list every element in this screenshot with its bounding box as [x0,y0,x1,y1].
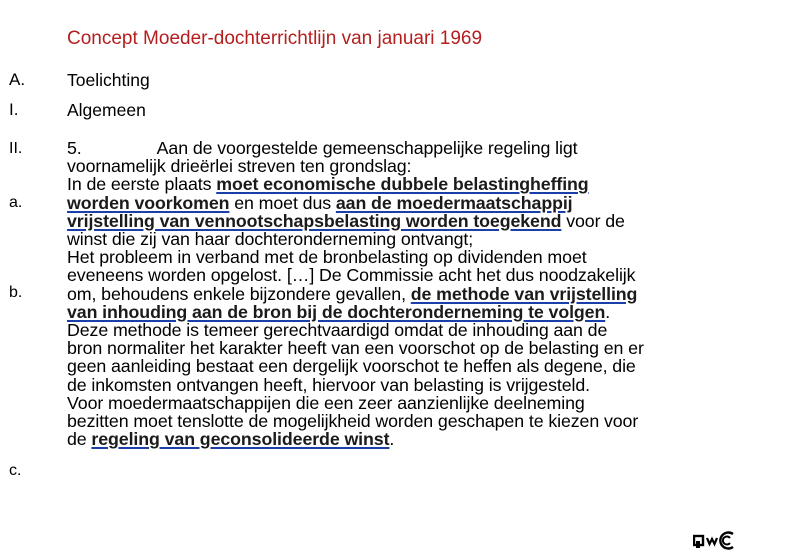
paragraph-number: 5. [67,138,82,158]
highlighted-text: van inhouding aan de bron bij de dochteronderneming te volgen [67,301,606,322]
item-label-c: c. [9,462,22,479]
highlighted-text: vrijstelling van vennootschapsbelasting worden toegekend [67,210,562,231]
highlighted-text: moet economische dubbele belastingheffing [216,174,589,195]
document-body [67,139,791,448]
body-line [67,175,791,193]
body-text: In de eerste plaats [67,174,217,195]
highlighted-text: worden voorkomen [67,192,230,213]
body-line: de inkomsten ontvangen heeft, hiervoor van belasting is vrijgesteld. [67,374,591,395]
body-text: voor de [561,210,625,231]
body-text: de [67,429,92,450]
body-line: Het probleem in verband met de bronbelasting op dividenden moet [67,247,587,268]
section-label-i: I. [9,100,19,119]
body-line [67,194,791,212]
body-line: geen aanleiding bestaat een dergelijk voorschot te heffen als degene, die [67,356,636,377]
body-text: om, behoudens enkele bijzondere gevallen, [67,283,411,304]
body-line: eveneens worden opgelost. […] De Commissie acht het dus noodzakelijk [67,265,636,286]
body-text: en moet dus [229,192,336,213]
body-line: bron normaliter het karakter heeft van een voorschot op de belasting en er [67,338,644,359]
section-label-ii: II. [9,140,23,157]
body-line [67,212,791,230]
body-line: bezitten moet tenslotte de mogelijkheid worden geschapen te kiezen voor [67,411,639,432]
body-line [67,430,791,448]
logo-icon [693,530,737,550]
highlighted-text: de methode van vrijstelling [410,283,638,304]
body-text: . [389,429,395,450]
body-line: voornamelijk drieërlei streven ten grondslag: [67,156,412,177]
body-text: Aan de voorgestelde gemeenschappelijke regeling ligt [156,138,578,158]
highlighted-text: aan de moedermaatschappij [335,192,573,213]
highlighted-text: regeling van geconsolideerde winst [91,429,390,450]
item-label-b: b. [9,284,23,301]
item-label-a: a. [9,194,23,211]
body-line [67,139,791,157]
document-title: Concept Moeder-dochterrichtlijn van januari 1969 [67,28,483,49]
body-line: Deze methode is temeer gerechtvaardigd omdat de inhouding aan de [67,320,608,341]
section-heading-algemeen: Algemeen [67,100,146,120]
body-line [67,285,791,303]
body-text: . [605,301,611,322]
body-line: Voor moedermaatschappijen die een zeer aanzienlijke deelneming [67,392,585,413]
section-heading-toelichting: Toelichting [67,70,150,90]
body-line: winst die zij van haar dochteronderneming ontvangt; [67,229,474,250]
body-line [67,303,791,321]
section-label-a: A. [9,70,26,89]
